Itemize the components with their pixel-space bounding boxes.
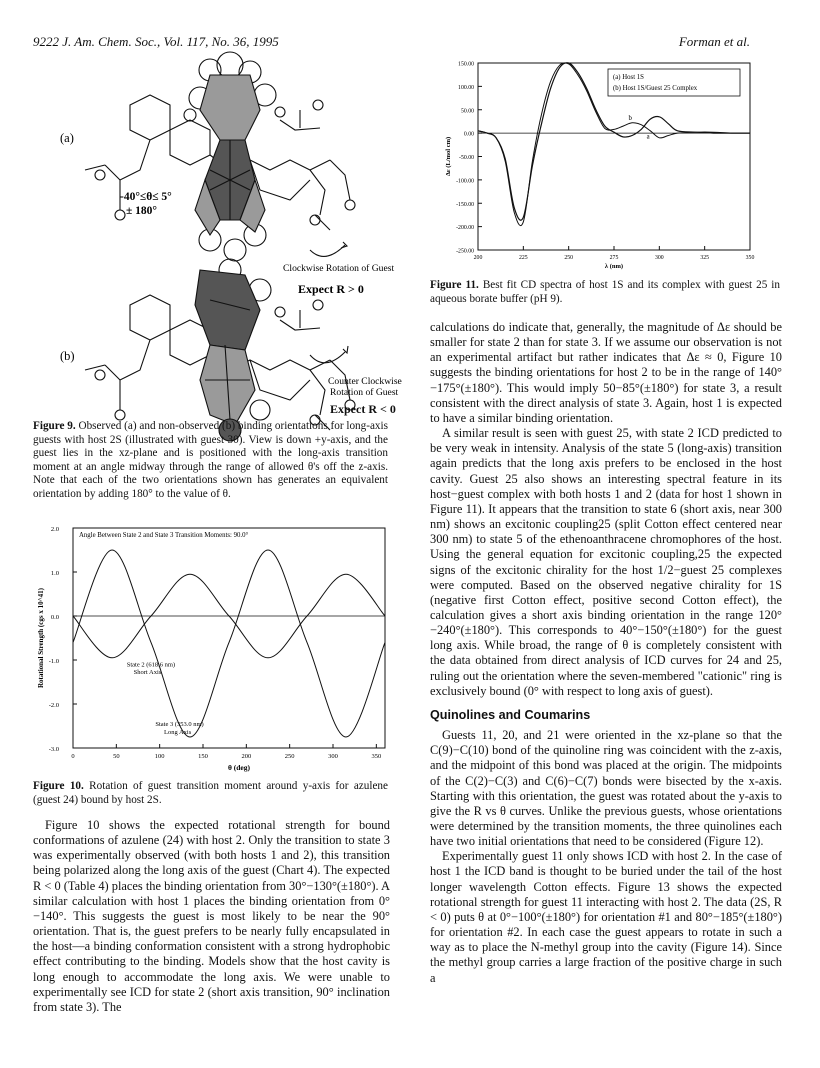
rotation-label-b1: Counter Clockwise: [328, 376, 402, 387]
expect-label-a: Expect R > 0: [298, 282, 364, 296]
x-tick-label: 200: [473, 255, 483, 261]
figure9-label-a: (a): [60, 131, 74, 145]
series-label-state2: State 2 (618.6 nm): [126, 661, 176, 669]
x-tick-label: 50: [113, 753, 120, 760]
y-tick-label: -1.0: [48, 658, 59, 665]
x-tick-label: 150: [198, 753, 208, 760]
y-axis-label: Rotational Strength (cgs x 10^41): [37, 588, 45, 688]
x-tick-label: 350: [371, 753, 382, 760]
y-tick-label: -50.00: [459, 155, 474, 161]
rotation-label-b2: Rotation of Guest: [330, 387, 399, 398]
figure10-chart: [33, 520, 393, 782]
y-tick-label: -200.00: [456, 225, 474, 232]
running-header-left: 9222 J. Am. Chem. Soc., Vol. 117, No. 36, 1995: [33, 34, 279, 49]
figure10-caption-text: Rotation of guest transition moment around y-axis for azulene (guest 24) bound by host 2S.: [33, 780, 388, 806]
x-tick-label: 300: [654, 255, 664, 261]
figure11-chart: [430, 55, 770, 277]
right-column-body: [430, 320, 782, 986]
x-tick-label: 325: [700, 255, 710, 261]
x-axis-label: λ (nm): [604, 263, 624, 270]
series-line-2: [73, 550, 385, 737]
y-tick-label: 0.00: [463, 131, 474, 138]
series-label-state3: State 3 (353.0 nm): [155, 721, 204, 728]
right-paragraph-2: A similar result is seen with guest 25, with state 2 ICD predicted to be very weak in intensity. Analysis of the state 5 (long-axis) transition again predicts that the long axis prefers to be enclosed in the host cavity. Guest 25 also shows an interesting spectral feature in its host−guest complex with both hosts 1 and 2 (data for host 1 shown in Figure 11). It appears that the transition to state 6 (short axis, near 300 nm) shows an excitonic coupling25 (split Cotton effect centered near 300 nm) to state 5 of the ethenoanthracene chromophores of the host. Using the general equation for excitonic coupling,25 the expected signs of the excitonic chirality for the host 1/2−guest 25 complexes were computed. Based on the observed negative chirality for 1S (negative first Cotton effect, positive second Cotton effect), the calculation gives a short axis binding orientation in the range 120°−240°(±180°). This corresponds to 40°−150°(±180°) for the guest long axis. While broad, the range of θ is completely consistent with the data obtained from direct analysis of ICD curves for 24 and 25, ruling out the orientation where the seven-membered "cationic" ring is exclusively bound (0° with respect to long axis of guest).: [430, 426, 782, 698]
chart-annotation: Angle Between State 2 and State 3 Transition Moments: 90.0°: [79, 532, 249, 539]
figure9-caption-text: Observed (a) and non-observed (b) binding orientations for long-axis guests with host 2S (illustrated with guest 30). View is down +y-axis, and the guest lies in the xz-plane and is positioned with the long-axis transition moment at an angle midway through the range of allowed θ's off the z-axis. Note that each of the two orientations shown has generates an equivalent orientation by adding 180° to the value of θ.: [33, 420, 388, 500]
y-tick-label: 2.0: [50, 526, 59, 533]
expect-label-b: Expect R < 0: [330, 402, 396, 416]
guest-space-fill-a: [189, 52, 276, 261]
figure10-caption: [33, 780, 388, 807]
series-label-state2-axis: Short Axis: [133, 669, 162, 677]
x-tick-label: 250: [284, 753, 295, 760]
figure9-label-b: (b): [60, 349, 75, 363]
x-tick-label: 100: [154, 753, 165, 760]
y-tick-label: 150.00: [458, 61, 474, 68]
right-paragraph-4: Experimentally guest 11 only shows ICD with host 2. In the case of host 1 the ICD band is thought to be buried under the tail of the host longer wavelength Cotton effects. Figure 13 shows the expected rotational strength for guest 11 interacting with host 2. The data (2S, R < 0) puts θ at 0°−100°(±180°) for orientation #1 and 80°−185°(±180°) for orientation #2. In each case the guest appears to rotate in such a way as to place the N-methyl group into the cavity (Figure 14). Since the methyl group carries a large fraction of the positive charge in such a: [430, 849, 782, 985]
y-tick-label: -2.0: [48, 702, 59, 709]
figure9-illustration: [60, 50, 402, 406]
running-header-right: Forman et al.: [678, 34, 750, 49]
section-title: Quinolines and Coumarins: [430, 707, 591, 722]
theta-range-label: -40°≤θ≤ 5°: [120, 191, 172, 203]
x-tick-label: 350: [745, 255, 755, 261]
x-tick-label: 0: [71, 753, 75, 760]
figure9-caption-lead: Figure 9.: [33, 420, 76, 432]
guest-space-fill-b: [195, 259, 271, 441]
figure11-caption-text: Best fit CD spectra of host 1S and its complex with guest 25 in aqueous borate buffer (pH 9).: [430, 279, 780, 305]
x-tick-label: 250: [564, 255, 574, 261]
legend-entry-b: (b) Host 1S/Guest 25 Complex: [613, 85, 698, 92]
left-column-body: [33, 818, 390, 1015]
rotation-arrow-clockwise-icon: [310, 245, 345, 256]
y-tick-label: -250.00: [456, 248, 474, 255]
theta-pm-label: ± 180°: [126, 205, 158, 217]
x-axis-label: θ (deg): [227, 763, 251, 772]
y-tick-label: -100.00: [456, 178, 474, 185]
figure10-caption-lead: Figure 10.: [33, 780, 84, 792]
x-tick-label: 225: [518, 255, 528, 261]
right-paragraph-3: Guests 11, 20, and 21 were oriented in the xz-plane so that the C(9)−C(10) bond of the quinoline ring was coincident with the z-axis, and the midpoint of this bond was placed at the origin. The midpoints of the C(2)−C(3) and C(6)−C(7) bonds were bisected by the x-axis. Starting with this orientation, the guest was rotated about the y-axis to give the R vs θ curves. Unlike the previous guests, whose orientations were determined by the transition moments, the three quinolines each have two initial orientations that need to be considered (Figure 12).: [430, 728, 782, 849]
figure11-caption: [430, 279, 780, 306]
left-paragraph-1: Figure 10 shows the expected rotational strength for bound conformations of azulene (24) with host 2. Only the transition to state 3 was experimentally observed (with both hosts 1 and 2), this transition being polarized along the long axis of the guest (Chart 4). The expected R < 0 (Table 4) places the binding orientation from 30°−130°(±180°). A similar calculation with host 1 places the binding orientation from 0°−140°. This suggests the guest is most likely to be near the 90° orientation. That is, the guest prefers to be nearly fully encapsulated in the host—a binding conformation consistent with a strong hydrophobic effect contributing to the binding. Models show that the host cavity is long enough to accommodate the long axis. We were unable to experimentally see ICD for state 2 (short axis transition, 90° inclination from state 3). The: [33, 818, 390, 1014]
y-tick-label: 100.00: [458, 84, 474, 91]
y-tick-label: -3.0: [48, 746, 59, 753]
plot-frame: [73, 528, 385, 748]
x-tick-label: 275: [609, 255, 619, 261]
curve-label-b: b: [628, 115, 632, 123]
rotation-label-a: Clockwise Rotation of Guest: [283, 263, 395, 274]
y-tick-label: 1.0: [50, 570, 59, 577]
figure11-caption-lead: Figure 11.: [430, 279, 479, 291]
y-tick-label: 0.0: [50, 614, 59, 621]
y-axis-label: Δε (L/mol cm): [445, 136, 452, 177]
figure9-caption: [33, 420, 388, 502]
right-paragraph-1: calculations do indicate that, generally, the magnitude of Δε should be smaller for state 2 than for state 3. If we assume our observation is not an experimental artifact but rather indicates that Δε ≈ 0, Figure 10 suggests the binding orientations for host 2 to be in the range of 140°−175°(±180°). This would imply 50−85°(±180°) for state 3, a result consistent with the direct analysis of state 3. Again, host 1 is expected to have a similar binding orientation.: [430, 320, 782, 425]
x-tick-label: 200: [241, 753, 252, 760]
legend-entry-a: (a) Host 1S: [613, 74, 644, 81]
series-label-state3-axis: Long Axis: [164, 728, 192, 736]
y-tick-label: -150.00: [456, 201, 474, 208]
x-tick-label: 300: [328, 753, 338, 760]
y-tick-label: 50.00: [460, 108, 474, 115]
curve-label-a: a: [646, 133, 650, 141]
